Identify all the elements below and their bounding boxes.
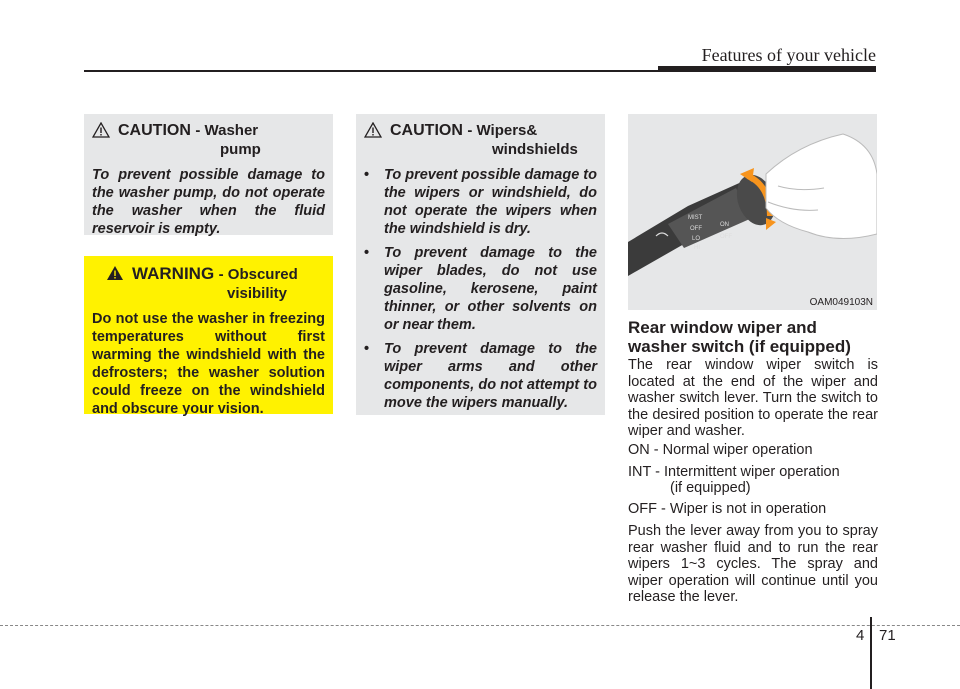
caution-wipers-box (356, 114, 605, 415)
warning-subject: - Obscured (218, 266, 298, 283)
section-intro: The rear window wiper switch is located at the end of the wiper and washer switch lever. Turn the switch to the desired position to operate the rear wiper and washer. (628, 357, 878, 439)
caution-washer-heading (92, 122, 325, 140)
header-rule-accent (658, 66, 876, 72)
mode-int: INT - Intermittent wiper operation (628, 464, 840, 480)
caution-wipers-list (364, 166, 597, 412)
section-push: Push the lever away from you to spray rear washer fluid and to run the rear wipers 1~3 cycles. The spray and wiper operation will continue until you release the lever. (628, 523, 878, 605)
mode-off: OFF - Wiper is not in operation (628, 501, 827, 517)
caution-washer-body: To prevent possible damage to the washer pump, do not operate the washer when the fluid reservoir is empty. (92, 167, 325, 237)
mode-on: ON - Normal wiper operation (628, 442, 813, 458)
caution-label: CAUTION (118, 122, 191, 139)
caution-triangle-icon (364, 122, 382, 138)
page-number: 71 (879, 627, 896, 644)
warning-visibility-box (84, 256, 333, 417)
footer-rule (0, 625, 960, 626)
warning-body: Do not use the washer in freezing temperatures without first warming the windshield with the defrosters; the washer solution could freeze on the windshield and obscure your vision. (92, 311, 325, 417)
lever-marking: LO (692, 236, 701, 242)
section-title: Rear window wiper and washer switch (if equipped) (628, 318, 851, 356)
caution-washer-box (84, 114, 333, 235)
page-separator (870, 617, 872, 689)
warning-triangle-icon (106, 265, 124, 281)
warning-label: WARNING (132, 264, 215, 283)
wiper-lever-illustration (628, 114, 877, 310)
warning-heading (92, 265, 325, 284)
figure-code: OAM049103N (809, 297, 873, 308)
caution-subject-line2: pump (220, 141, 261, 158)
list-item: • To prevent damage to the wiper blades, do not use gasoline, kerosene, paint thinner, or other solvents on or near them. (364, 244, 597, 334)
lever-marking: OFF (720, 234, 732, 240)
warning-subject-line2: visibility (227, 285, 288, 302)
caution-subject: - Washer (195, 122, 259, 139)
list-item: • To prevent possible damage to the wipers or windshield, do not operate the wipers when the windshield is dry. (364, 166, 597, 238)
lever-marking: HI (694, 245, 700, 251)
mode-int-note: (if equipped) (670, 480, 751, 496)
list-item: • To prevent damage to the wiper arms and other components, do not attempt to move the wipers manually. (364, 340, 597, 412)
lever-marking: ON (720, 222, 729, 228)
caution-triangle-icon (92, 122, 110, 138)
lever-marking: MIST (688, 215, 703, 221)
caution-wipers-heading (364, 122, 597, 140)
caution-label: CAUTION (390, 122, 463, 139)
rear-wiper-switch-figure (628, 114, 877, 310)
section-number: 4 (856, 627, 865, 644)
caution-subject-line2: windshields (492, 141, 578, 158)
running-header: Features of your vehicle (701, 45, 876, 65)
lever-marking: OFF (690, 226, 702, 232)
caution-subject: - Wipers& (467, 122, 538, 139)
